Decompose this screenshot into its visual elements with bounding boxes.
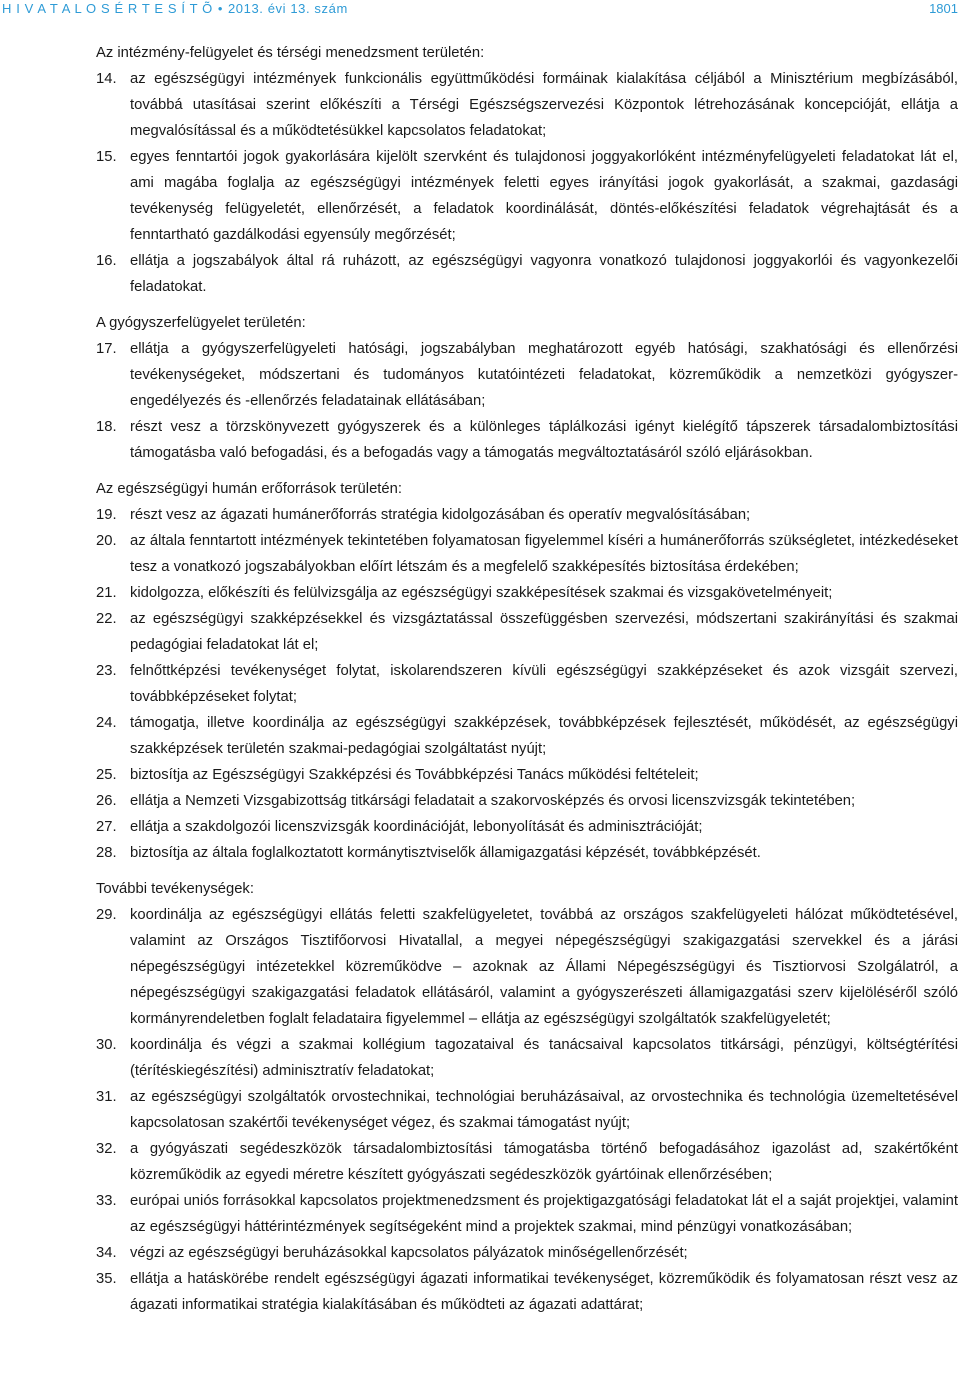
item-text: biztosítja az Egészségügyi Szakképzési és Továbbképzési Tanács működési feltételeit; <box>130 767 699 783</box>
item-number: 24. <box>96 715 117 731</box>
item-number: 19. <box>96 507 117 523</box>
list-item <box>96 1188 958 1240</box>
section <box>96 876 958 1318</box>
section-title: További tevékenységek: <box>96 881 254 897</box>
item-text: az egészségügyi szolgáltatók orvostechnikai, technológiai beruházásaival, az orvostechnika és technológia üzemeltetésével kapcsolatosan szakértői tevékenységet végez, és szakmai támogatást nyújt; <box>130 1089 958 1131</box>
item-text: az egészségügyi szakképzésekkel és vizsgáztatással összefüggésben szervezési, módszertani szakirányítási és szakmai pedagógiai feladatokat lát el; <box>130 611 958 653</box>
item-text: biztosítja az általa foglalkoztatott kormánytisztviselők államigazgatási képzését, továbbképzését. <box>130 845 761 861</box>
item-number: 29. <box>96 907 117 923</box>
item-number: 32. <box>96 1141 117 1157</box>
item-text: ellátja a hatáskörébe rendelt egészségügyi ágazati informatikai tevékenységet, közreműködik és folyamatosan részt vesz az ágazati informatikai stratégia kialakításában és működteti az ágazati adattárat; <box>130 1271 958 1313</box>
list-item <box>96 840 958 866</box>
list-item <box>96 66 958 144</box>
list-item <box>96 502 958 528</box>
list-item <box>96 762 958 788</box>
list-item <box>96 658 958 710</box>
item-text: a gyógyászati segédeszközök társadalombiztosítási támogatásba történő befogadásához igazolást ad, szakértőként közreműködik az egyedi méretre készített gyógyászati segédeszközök gyártóinak ellenőrzésében; <box>130 1141 958 1183</box>
section <box>96 476 958 866</box>
item-number: 17. <box>96 341 117 357</box>
list-item <box>96 606 958 658</box>
list-item <box>96 788 958 814</box>
item-text: koordinálja és végzi a szakmai kollégium tagozataival és tanácsaival kapcsolatos titkársági, pénzügyi, költségtérítési (térítéskiegészítési) adminisztratív feladatokat; <box>130 1037 958 1079</box>
list-item <box>96 902 958 1032</box>
item-number: 30. <box>96 1037 117 1053</box>
item-text: részt vesz az ágazati humánerőforrás stratégia kidolgozásában és operatív megvalósításában; <box>130 507 751 523</box>
page-header <box>0 0 960 22</box>
running-head <box>2 1 348 16</box>
list-item <box>96 1266 958 1318</box>
item-text: az egészségügyi intézmények funkcionális együttműködési formáinak kialakítása céljából a Minisztérium megbízásából, továbbá utasításai szerint előkészíti a Térségi Egészségszervezési Központok létrehozásának koncepcióját, ellátja a megvalósítással és a működtetésükkel kapcsolatos feladatokat; <box>130 71 958 139</box>
item-number: 16. <box>96 253 117 269</box>
item-text: részt vesz a törzskönyvezett gyógyszerek és a különleges táplálkozási igényt kielégítő tápszerek társadalombiztosítási támogatásba való befogadási, és a befogadás vagy a támogatás megváltoztatásáról szóló eljárásokban. <box>130 419 958 461</box>
list-item <box>96 336 958 414</box>
item-text: az általa fenntartott intézmények tekintetében folyamatosan figyelemmel kíséri a humánerőforrás szükségletet, intézkedéseket tesz a vonatkozó jogszabályokban előírt létszám és a megfelelő szakképesítés biztosítása érdekében; <box>130 533 958 575</box>
item-text: európai uniós forrásokkal kapcsolatos projektmenedzsment és projektigazgatósági feladatokat lát el a saját projektjei, valamint az egészségügyi háttérintézmények segítségeként mind a projektek szakmai, mind pénzügyi vonatkozásában; <box>130 1193 958 1235</box>
item-number: 33. <box>96 1193 117 1209</box>
item-text: ellátja a Nemzeti Vizsgabizottság titkársági feladatait a szakorvosképzés és orvosi licenszvizsgák tekintetében; <box>130 793 856 809</box>
item-text: felnőttképzési tevékenységet folytat, iskolarendszeren kívüli egészségügyi szakképzéseket és azok vizsgáit szervezi, továbbképzéseket folytat; <box>130 663 958 705</box>
item-number: 26. <box>96 793 117 809</box>
section <box>96 310 958 466</box>
document-body <box>96 40 958 1318</box>
item-text: végzi az egészségügyi beruházásokkal kapcsolatos pályázatok minőségellenőrzését; <box>130 1245 688 1261</box>
bullet-separator: • <box>217 1 223 16</box>
list-item <box>96 144 958 248</box>
item-number: 14. <box>96 71 117 87</box>
journal-title: H I V A T A L O S É R T E S Í T Õ <box>2 1 213 16</box>
list-item <box>96 528 958 580</box>
item-number: 15. <box>96 149 117 165</box>
item-text: koordinálja az egészségügyi ellátás feletti szakfelügyeletet, továbbá az országos szakfelügyeleti hálózat működtetésével, valamint az Országos Tisztifőorvosi Hivatallal, a megyei népegészségügyi szakigazgatási szervekkel és a járási népegészségügyi intézetekkel közreműködve – azoknak az Állami Népegészségügyi és Tisztiorvosi Szolgálatról, a népegészségügyi szakigazgatási feladatok ellátásáról, valamint a gyógyszerészeti államigazgatási szerv kijelöléséről szóló kormányrendeletben foglalt feladataira figyelemmel – ellátja az egészségügyi szolgáltatók szakfelügyeletét; <box>130 907 958 1027</box>
item-number: 28. <box>96 845 117 861</box>
item-number: 34. <box>96 1245 117 1261</box>
list-item <box>96 1240 958 1266</box>
list-item <box>96 414 958 466</box>
list-item <box>96 1084 958 1136</box>
item-number: 22. <box>96 611 117 627</box>
section-title: Az egészségügyi humán erőforrások területén: <box>96 481 402 497</box>
list-item <box>96 248 958 300</box>
item-text: egyes fenntartói jogok gyakorlására kijelölt szervként és tulajdonosi joggyakorlóként intézményfelügyeleti feladatokat lát el, ami magába foglalja az egészségügyi intézmények feletti egyes irányítási jogok gyakorlását, a szakmai, gazdasági tevékenység felügyeletét, ellenőrzését, a feladatok koordinálását, döntés-előkészítési feladatok végrehajtását és a fenntartható gazdálkodási egyensúly megőrzését; <box>130 149 958 243</box>
list-item <box>96 1136 958 1188</box>
page-number: 1801 <box>929 1 958 16</box>
item-text: támogatja, illetve koordinálja az egészségügyi szakképzések, továbbképzések fejlesztését, működését, az egészségügyi szakképzések területén szakmai-pedagógiai szolgáltatást nyújt; <box>130 715 958 757</box>
item-number: 25. <box>96 767 117 783</box>
section <box>96 40 958 300</box>
item-text: kidolgozza, előkészíti és felülvizsgálja az egészségügyi szakképesítések szakmai és vizsgakövetelményeit; <box>130 585 833 601</box>
section-title: Az intézmény-felügyelet és térségi menedzsment területén: <box>96 45 485 61</box>
item-number: 31. <box>96 1089 117 1105</box>
item-number: 20. <box>96 533 117 549</box>
item-number: 27. <box>96 819 117 835</box>
list-item <box>96 580 958 606</box>
item-number: 18. <box>96 419 117 435</box>
item-text: ellátja a gyógyszerfelügyeleti hatósági, jogszabályban meghatározott egyéb hatósági, szakhatósági és ellenőrzési tevékenységeket, módszertani és tudományos kutatóintézeti feladatokat, közreműködik a nemzetközi gyógyszer-engedélyezés és -ellenőrzés feladatainak ellátásában; <box>130 341 958 409</box>
list-item <box>96 1032 958 1084</box>
list-item <box>96 710 958 762</box>
issue-label: 2013. évi 13. szám <box>227 1 348 16</box>
item-number: 23. <box>96 663 117 679</box>
item-number: 35. <box>96 1271 117 1287</box>
list-item <box>96 814 958 840</box>
item-number: 21. <box>96 585 117 601</box>
item-text: ellátja a jogszabályok által rá ruházott, az egészségügyi vagyonra vonatkozó tulajdonosi joggyakorlói és vagyonkezelői feladatokat. <box>130 253 958 295</box>
item-text: ellátja a szakdolgozói licenszvizsgák koordinációját, lebonyolítását és adminisztrációját; <box>130 819 703 835</box>
section-title: A gyógyszerfelügyelet területén: <box>96 315 306 331</box>
